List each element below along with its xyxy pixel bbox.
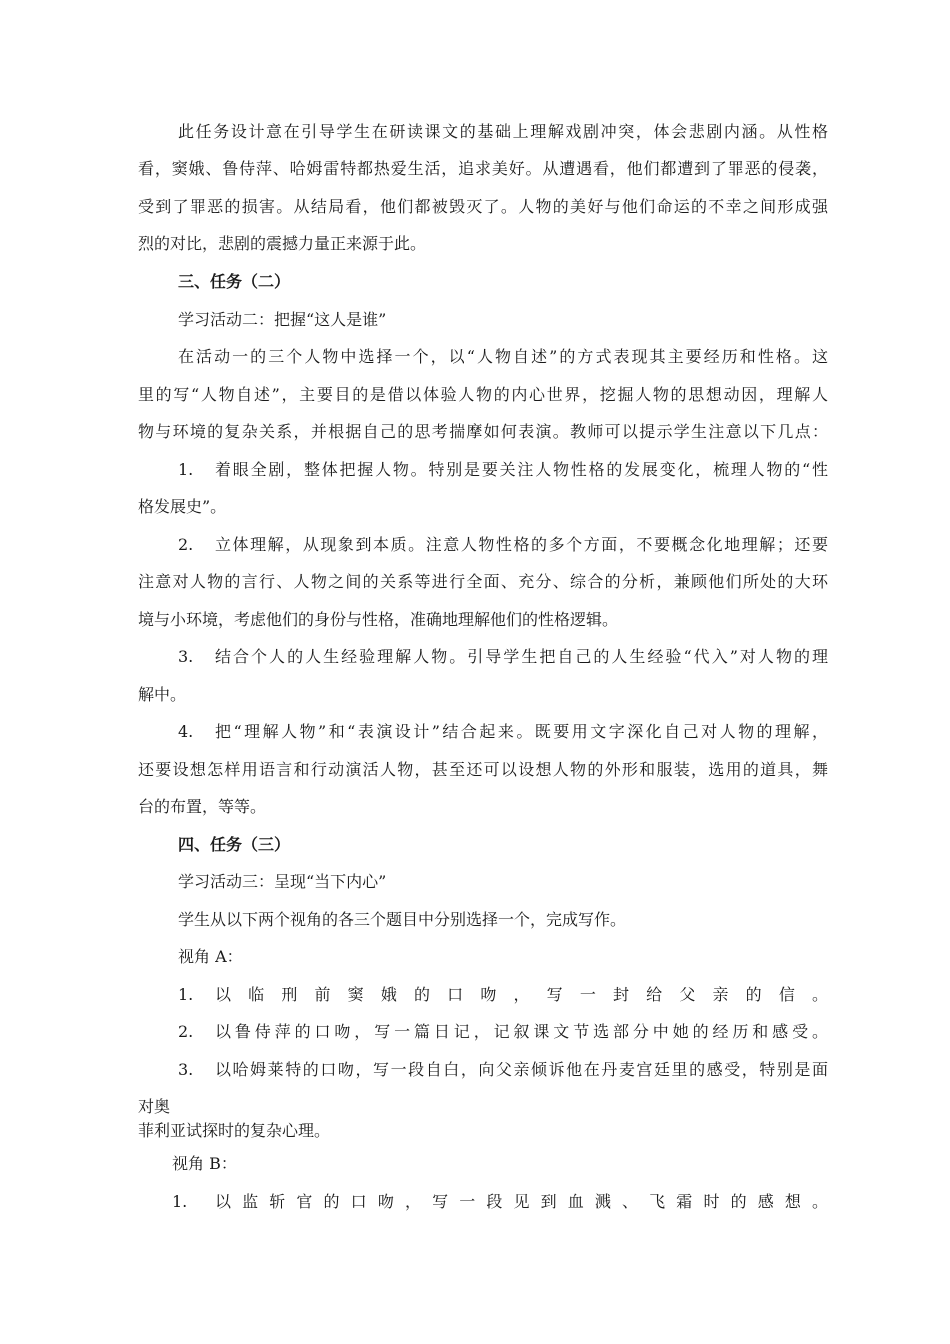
paragraph-line: 受到了罪恶的损害。从结局看，他们都被毁灭了。人物的美好与他们命运的不幸之间形成强 <box>138 197 828 216</box>
list-number: 4. <box>178 722 194 741</box>
activity-title: 学习活动二：把握“这人是谁” <box>178 310 387 329</box>
list-number: 2. <box>178 1022 194 1041</box>
list-item-text: 格发展史”。 <box>138 497 227 516</box>
list-item-text: 把“理解人物”和“表演设计”结合起来。既要用文字深化自己对人物的理解， <box>215 722 828 741</box>
view-label: 视角 A： <box>178 947 243 966</box>
activity-title: 学习活动三：呈现“当下内心” <box>178 872 387 891</box>
paragraph-line: 学生从以下两个视角的各三个题目中分别选择一个，完成写作。 <box>178 910 627 929</box>
list-item-text: 境与小环境，考虑他们的身份与性格，准确地理解他们的性格逻辑。 <box>138 610 619 629</box>
list-number: 1. <box>178 460 194 479</box>
list-item-text: 立体理解，从现象到本质。注意人物性格的多个方面，不要概念化地理解；还要 <box>215 535 828 554</box>
list-number: 1. <box>172 1192 188 1211</box>
list-item-text: 结合个人的人生经验理解人物。引导学生把自己的人生经验“代入”对人物的理 <box>215 647 828 666</box>
list-item-text: 着眼全剧，整体把握人物。特别是要关注人物性格的发展变化，梳理人物的“性 <box>215 460 828 479</box>
paragraph-line: 里的写“人物自述”，主要目的是借以体验人物的内心世界，挖掘人物的思想动因，理解人 <box>138 385 828 404</box>
list-item-text: 台的布置，等等。 <box>138 797 267 816</box>
list-item-text: 以哈姆莱特的口吻，写一段自白，向父亲倾诉他在丹麦宫廷里的感受，特别是面 <box>215 1060 828 1079</box>
list-item-text: 对奥 <box>138 1097 171 1116</box>
list-item-text: 菲利亚试探时的复杂心理。 <box>138 1121 331 1140</box>
list-number: 1. <box>178 985 194 1004</box>
list-item-text: 注意对人物的言行、人物之间的关系等进行全面、充分、综合的分析，兼顾他们所处的大环 <box>138 572 828 591</box>
view-label: 视角 B： <box>172 1154 237 1173</box>
paragraph-line: 此任务设计意在引导学生在研读课文的基础上理解戏剧冲突，体会悲剧内涵。从性格 <box>178 122 828 141</box>
paragraph-line: 物与环境的复杂关系，并根据自己的思考揣摩如何表演。教师可以提示学生注意以下几点： <box>138 422 828 441</box>
paragraph-line: 烈的对比，悲剧的震撼力量正来源于此。 <box>138 234 427 253</box>
list-item-text: 解中。 <box>138 685 187 704</box>
paragraph-line: 在活动一的三个人物中选择一个，以“人物自述”的方式表现其主要经历和性格。这 <box>178 347 828 366</box>
section-heading: 四、任务（三） <box>178 835 291 854</box>
list-item-text: 以监斩官的口吻，写一段见到血溅、飞霜时的感想。 <box>215 1192 828 1211</box>
list-number: 3. <box>178 1060 194 1079</box>
list-item-text: 以临刑前窦娥的口吻，写一封给父亲的信。 <box>215 985 828 1004</box>
list-item-text: 还要设想怎样用语言和行动演活人物，甚至还可以设想人物的外形和服装，选用的道具，舞 <box>138 760 828 779</box>
list-number: 3. <box>178 647 194 666</box>
list-number: 2. <box>178 535 194 554</box>
paragraph-line: 看，窦娥、鲁侍萍、哈姆雷特都热爱生活，追求美好。从遭遇看，他们都遭到了罪恶的侵袭， <box>138 159 828 178</box>
list-item-text: 以鲁侍萍的口吻，写一篇日记，记叙课文节选部分中她的经历和感受。 <box>215 1022 828 1041</box>
section-heading: 三、任务（二） <box>178 272 291 291</box>
